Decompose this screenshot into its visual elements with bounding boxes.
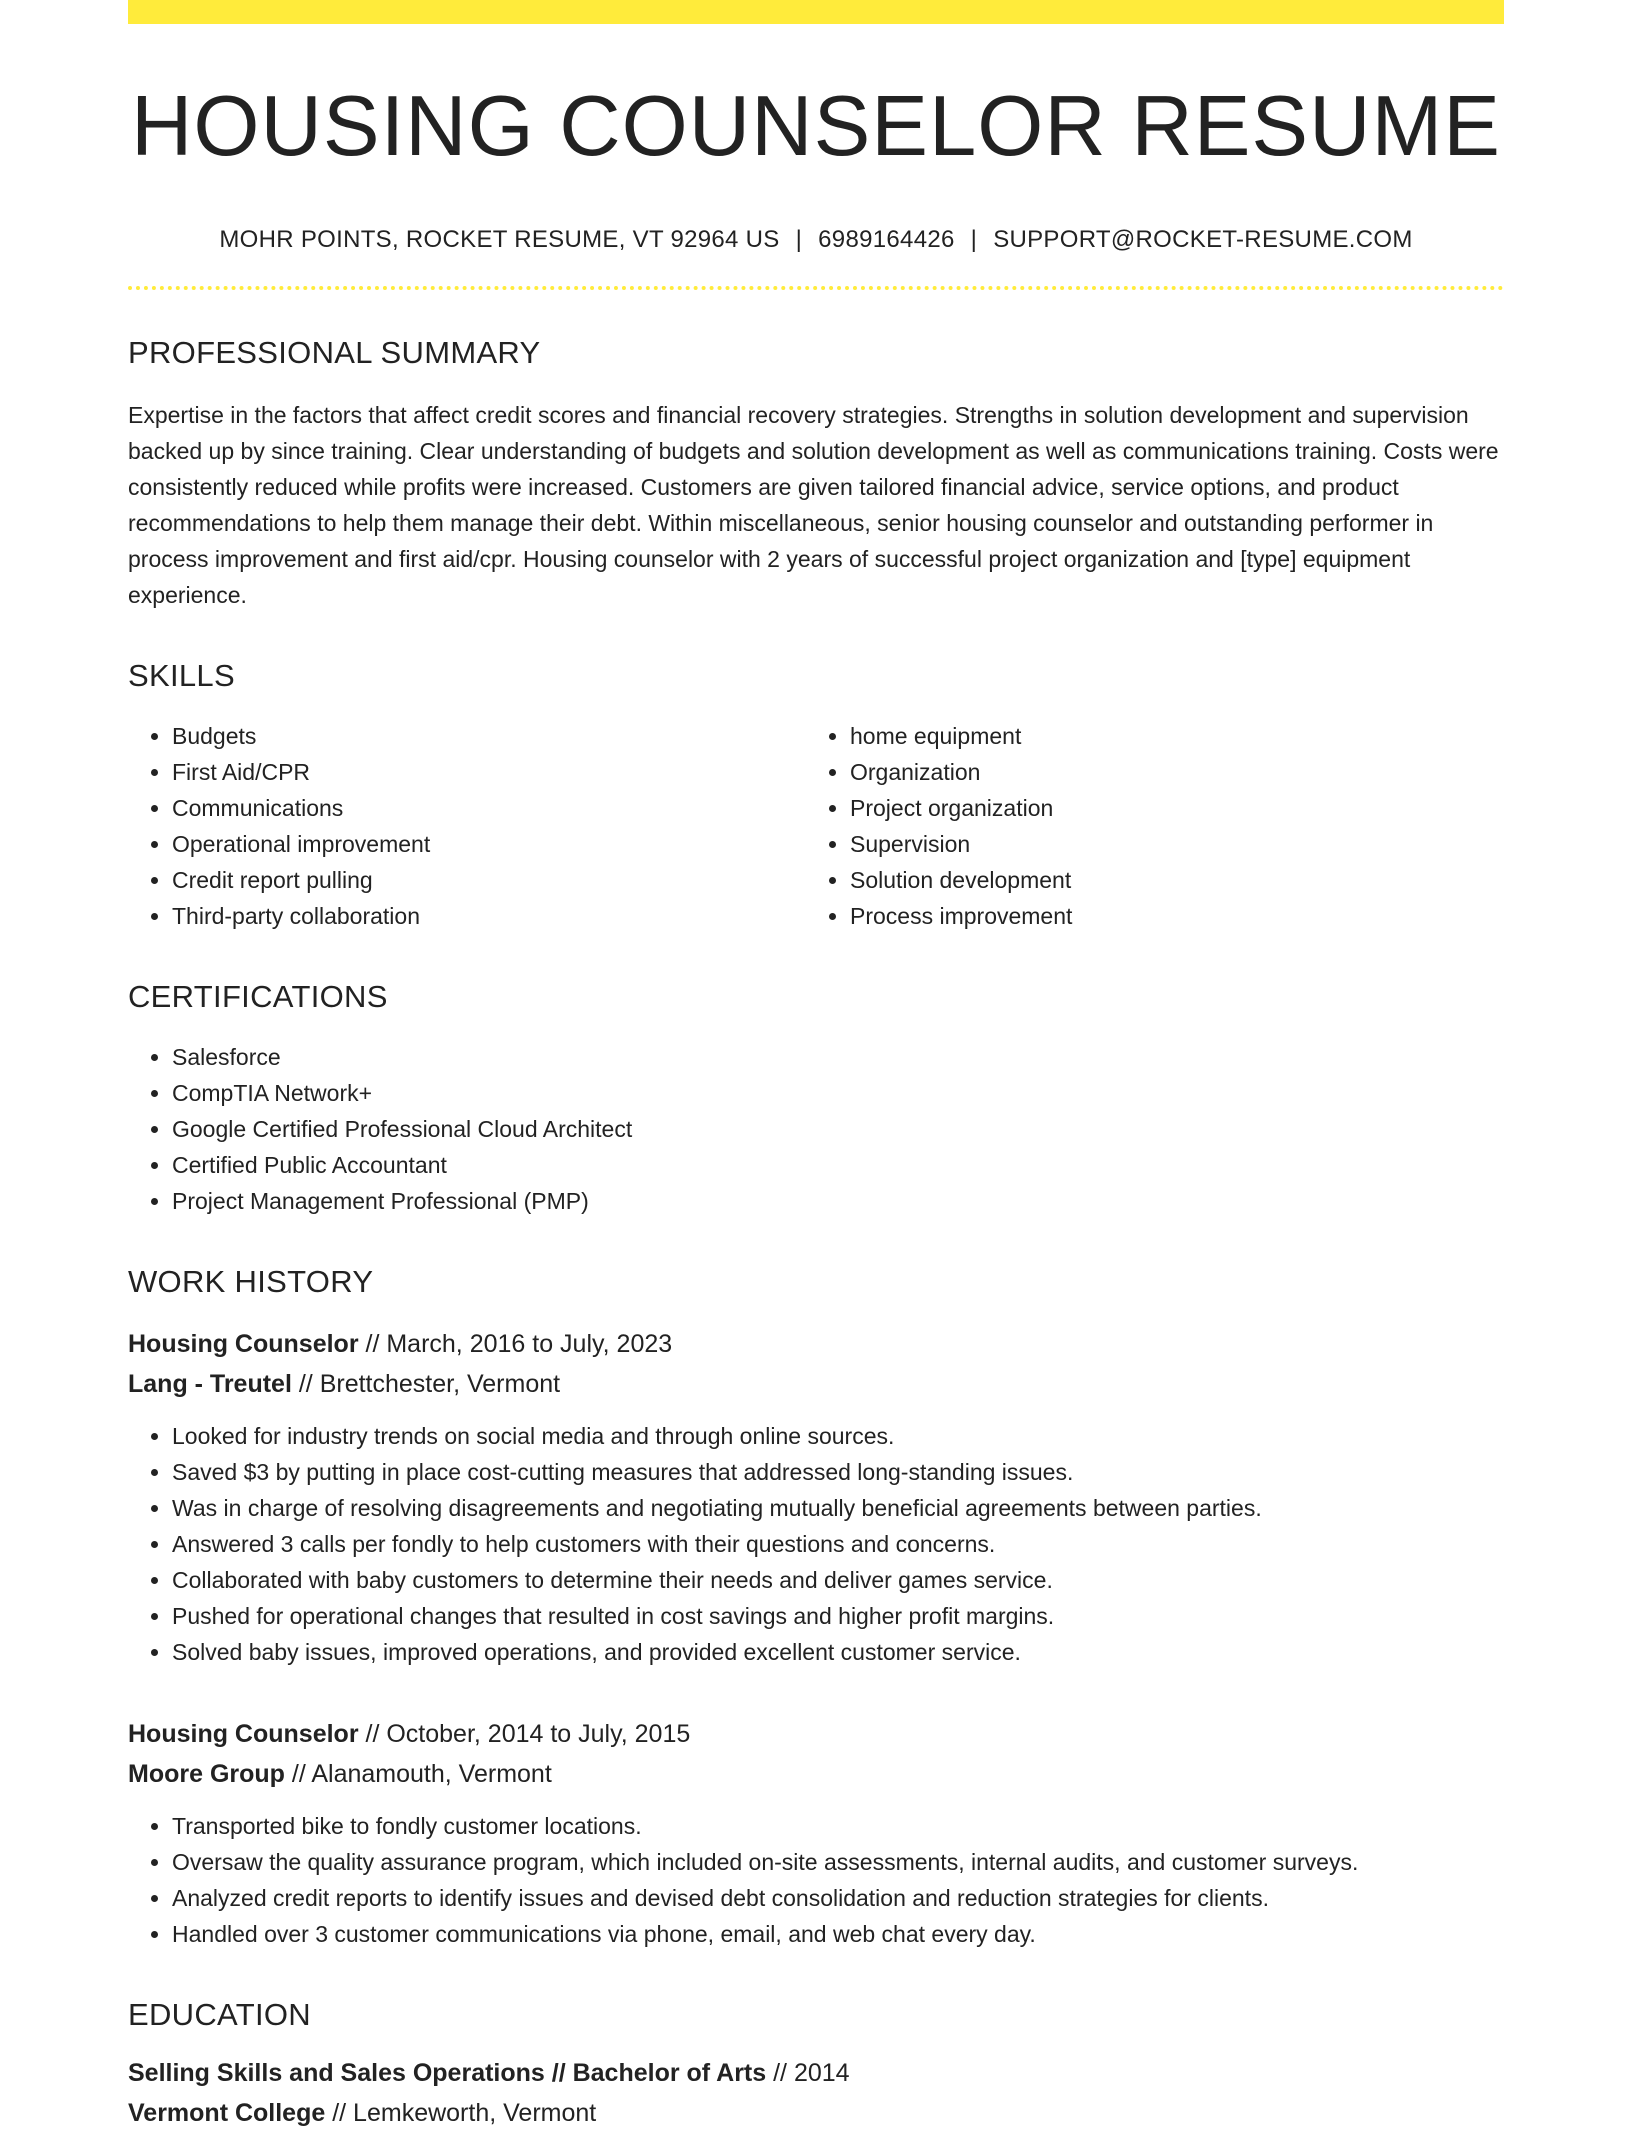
job-bullet: • Transported bike to fondly customer locations. (172, 1808, 1504, 1844)
work-history-heading: WORK HISTORY (128, 1264, 374, 1300)
job-title: Housing Counselor (128, 1330, 359, 1359)
certifications-heading: CERTIFICATIONS (128, 978, 388, 1014)
education-year: // 2014 (773, 2059, 850, 2088)
skill-item: • Process improvement (850, 898, 1550, 934)
education-heading: EDUCATION (128, 1997, 311, 2033)
skills-list-right (806, 718, 1550, 934)
job-bullets (128, 1808, 1504, 1952)
job-bullet: • Analyzed credit reports to identify issues and devised debt consolidation and reduction strategies for clients. (172, 1880, 1504, 1916)
certifications-list (128, 1039, 1504, 1219)
skill-item: • Project organization (850, 790, 1550, 826)
contact-address: MOHR POINTS, ROCKET RESUME, VT 92964 US (219, 225, 780, 253)
certifications-section (128, 978, 1504, 1219)
skills-section (128, 657, 1504, 934)
contact-separator: | (795, 225, 803, 253)
work-history-section (128, 1263, 1504, 1952)
job-bullet: • Solved baby issues, improved operations, and provided excellent customer service. (172, 1634, 1504, 1670)
summary-section (128, 334, 1504, 613)
job-bullet: • Pushed for operational changes that resulted in cost savings and higher profit margins. (172, 1598, 1504, 1634)
skill-item: • Credit report pulling (172, 862, 806, 898)
resume-title: HOUSING COUNSELOR RESUME (130, 79, 1501, 174)
skill-item: • Budgets (172, 718, 806, 754)
education-school: Vermont College (128, 2099, 326, 2128)
skills-grid (128, 694, 1504, 934)
job-company-line (128, 1364, 1504, 1404)
job-dates: // October, 2014 to July, 2015 (365, 1720, 691, 1749)
job-bullet: • Handled over 3 customer communications via phone, email, and web chat every day. (172, 1916, 1504, 1952)
skill-item: • Communications (172, 790, 806, 826)
job-title-line (128, 1714, 1504, 1754)
job-bullets (128, 1418, 1504, 1670)
education-school-line (128, 2093, 1504, 2133)
education-degree: Selling Skills and Sales Operations // Bachelor of Arts (128, 2059, 767, 2088)
job-bullet: • Saved $3 by putting in place cost-cutting measures that addressed long-standing issues. (172, 1454, 1504, 1490)
certification-item: • Google Certified Professional Cloud Architect (172, 1111, 1504, 1147)
contact-email: SUPPORT@ROCKET-RESUME.COM (993, 225, 1413, 253)
skill-item: • First Aid/CPR (172, 754, 806, 790)
education-location: // Lemkeworth, Vermont (332, 2099, 597, 2128)
education-entry (128, 2053, 1504, 2133)
skills-heading: SKILLS (128, 657, 235, 693)
contact-phone: 6989164426 (818, 225, 955, 253)
accent-top-bar (128, 0, 1504, 24)
contact-line (128, 226, 1504, 254)
summary-heading: PROFESSIONAL SUMMARY (128, 334, 541, 370)
dotted-divider (128, 286, 1504, 290)
job-dates: // March, 2016 to July, 2023 (365, 1330, 673, 1359)
skill-item: • Organization (850, 754, 1550, 790)
contact-separator: | (970, 225, 978, 253)
job-company: Lang - Treutel (128, 1370, 292, 1399)
skill-item: • Supervision (850, 826, 1550, 862)
certification-item: • Project Management Professional (PMP) (172, 1183, 1504, 1219)
job-location: // Brettchester, Vermont (298, 1370, 561, 1399)
skills-list-left (128, 718, 806, 934)
job-bullet: • Collaborated with baby customers to determine their needs and deliver games service. (172, 1562, 1504, 1598)
resume-page (128, 0, 1504, 2133)
job-bullet: • Oversaw the quality assurance program, which included on-site assessments, internal audits, and customer surveys. (172, 1844, 1504, 1880)
skill-item: • Third-party collaboration (172, 898, 806, 934)
skill-item: • Operational improvement (172, 826, 806, 862)
skill-item: • home equipment (850, 718, 1550, 754)
job-location: // Alanamouth, Vermont (291, 1760, 552, 1789)
job-bullet: • Looked for industry trends on social media and through online sources. (172, 1418, 1504, 1454)
skill-item: • Solution development (850, 862, 1550, 898)
certification-item: • Salesforce (172, 1039, 1504, 1075)
certification-item: • Certified Public Accountant (172, 1147, 1504, 1183)
education-section (128, 1996, 1504, 2133)
job-bullet: • Was in charge of resolving disagreements and negotiating mutually beneficial agreements between parties. (172, 1490, 1504, 1526)
job-title: Housing Counselor (128, 1720, 359, 1749)
job-entry (128, 1714, 1504, 1952)
job-title-line (128, 1324, 1504, 1364)
summary-text: Expertise in the factors that affect credit scores and financial recovery strategies. Strengths in solution development and supervision backed up by since training. Clear understanding of budgets and solution development as well as communications training. Costs were consistently reduced while profits were increased. Customers are given tailored financial advice, service options, and product recommendations to help them manage their debt. Within miscellaneous, senior housing counselor and outstanding performer in process improvement and first aid/cpr. Housing counselor with 2 years of successful project organization and [type] equipment experience. (128, 401, 1499, 608)
job-company: Moore Group (128, 1760, 285, 1789)
job-entry (128, 1324, 1504, 1670)
job-bullet: • Answered 3 calls per fondly to help customers with their questions and concerns. (172, 1526, 1504, 1562)
certification-item: • CompTIA Network+ (172, 1075, 1504, 1111)
job-company-line (128, 1754, 1504, 1794)
education-degree-line (128, 2053, 1504, 2093)
